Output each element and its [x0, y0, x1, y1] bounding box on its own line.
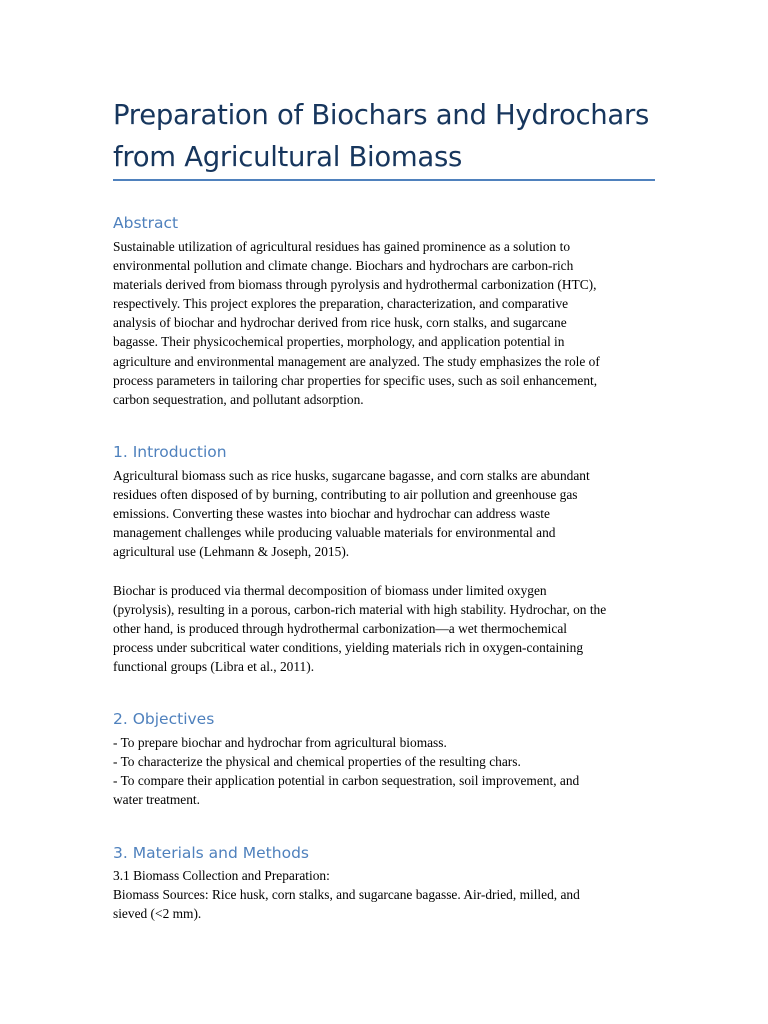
- objective-item: - To characterize the physical and chemical properties of the resulting chars.: [113, 754, 521, 770]
- materials-methods-heading: 3. Materials and Methods: [113, 844, 309, 862]
- abstract-paragraph: Sustainable utilization of agricultural residues has gained prominence as a solution to environmental pollution and climate change. Biochars and hydrochars are carbon-rich materials derived from biomass through pyrolysis and hydrothermal carbonization (HTC), respectively. This project explores the preparation, characterization, and comparative analysis of biochar and hydrochar derived from rice husk, corn stalks, and sugarcane bagasse. Their physicochemical properties, morphology, and application potential in agriculture and environmental management are analyzed. The study emphasizes the role of process parameters in tailoring char properties for specific uses, such as soil enhancement, carbon sequestration, and pollutant adsorption.: [113, 239, 600, 407]
- materials-methods-paragraph: Biomass Sources: Rice husk, corn stalks, and sugarcane bagasse. Air-dried, milled, and sieved (<2 mm).: [113, 887, 580, 922]
- document-title: Preparation of Biochars and Hydrochars from Agricultural Biomass: [113, 99, 650, 173]
- objectives-list: [113, 733, 655, 809]
- materials-methods-subheading: 3.1 Biomass Collection and Preparation:: [113, 868, 330, 883]
- title-underline: [113, 179, 655, 181]
- abstract-heading: Abstract: [113, 214, 179, 232]
- introduction-heading: 1. Introduction: [113, 443, 227, 461]
- introduction-paragraph-2: Biochar is produced via thermal decomposition of biomass under limited oxygen (pyrolysis), resulting in a porous, carbon-rich material with high stability. Hydrochar, on the other hand, is produced through hydrothermal carbonization—a wet thermochemical process under subcritical water conditions, yielding materials rich in oxygen-containing functional groups (Libra et al., 2011).: [113, 583, 607, 675]
- objectives-heading: 2. Objectives: [113, 710, 215, 728]
- objective-item: - To compare their application potential in carbon sequestration, soil improvement, and water treatment.: [113, 773, 580, 808]
- objective-item: - To prepare biochar and hydrochar from agricultural biomass.: [113, 735, 447, 750]
- introduction-paragraph-1: Agricultural biomass such as rice husks, sugarcane bagasse, and corn stalks are abundant residues often disposed of by burning, contributing to air pollution and greenhouse gas emissions. Converting these wastes into biochar and hydrochar can address waste management challenges while producing valuable materials for environmental and agricultural use (Lehmann & Joseph, 2015).: [113, 468, 590, 560]
